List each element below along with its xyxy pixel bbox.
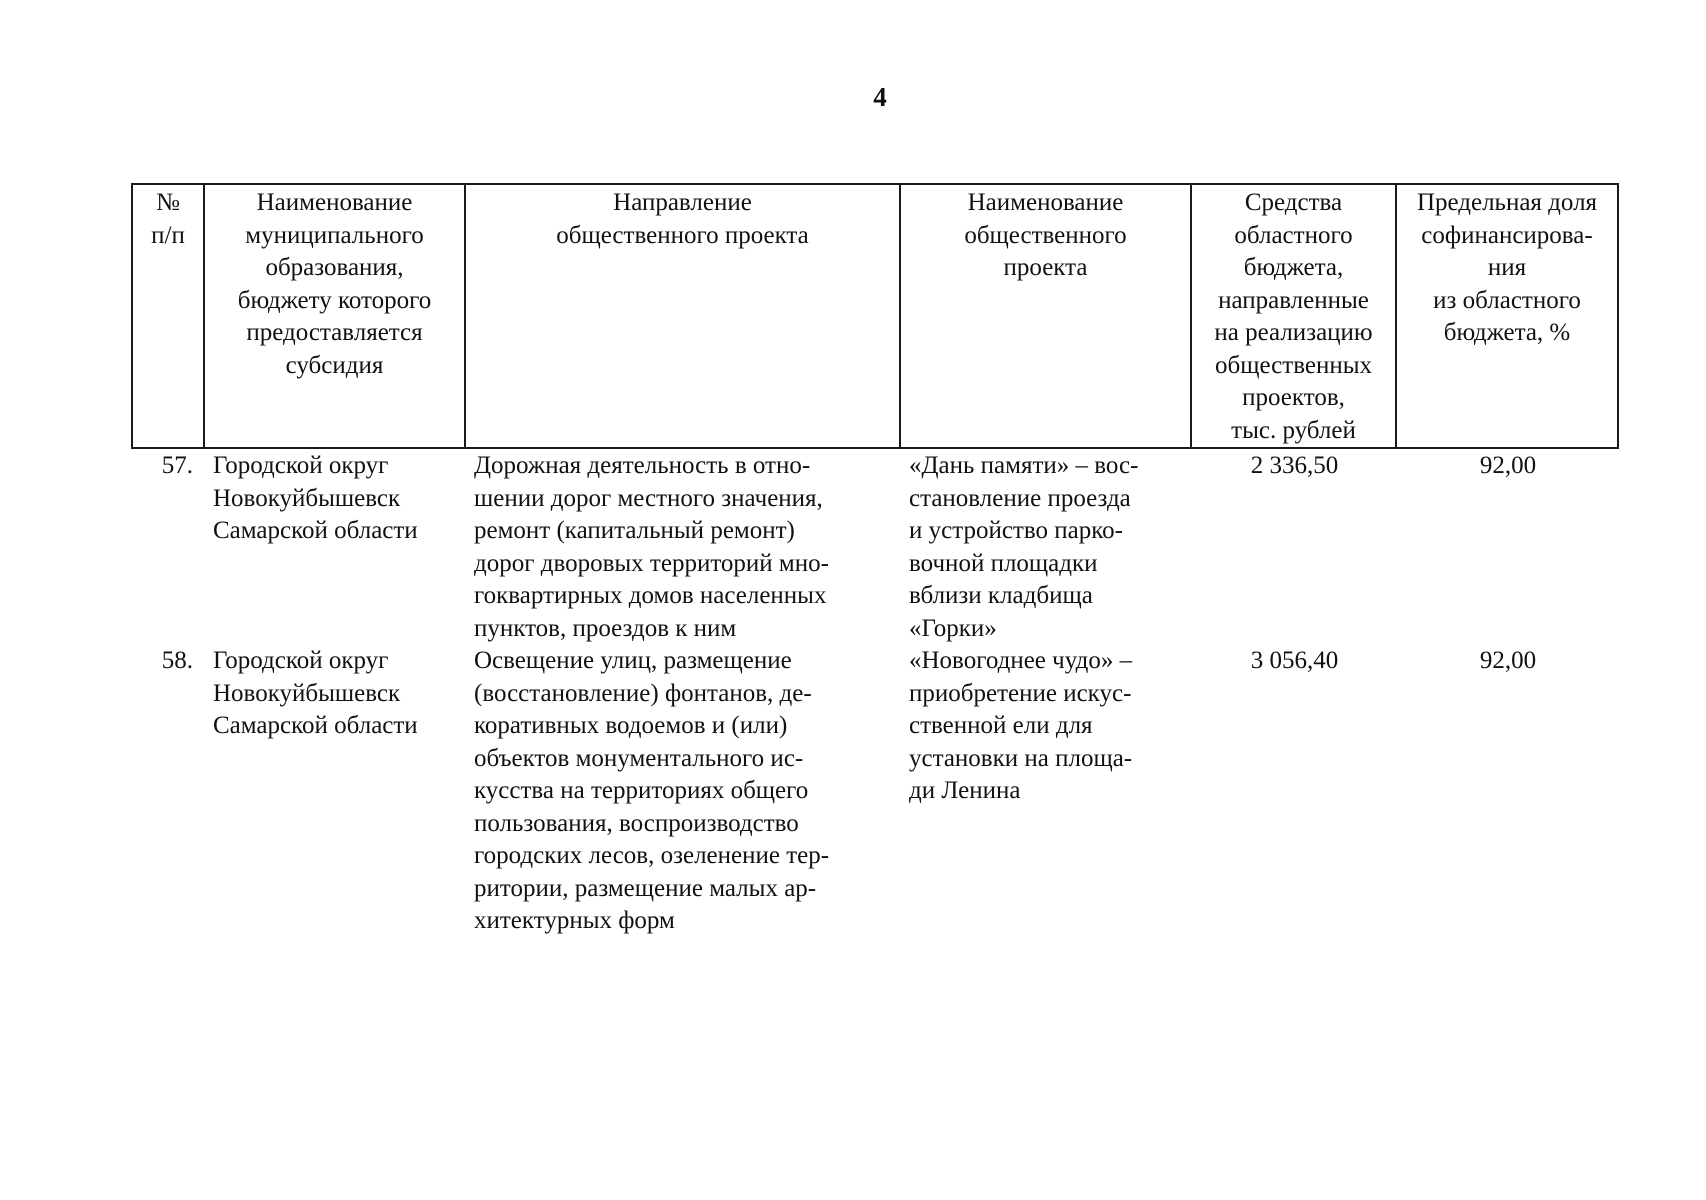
row-funds: 3 056,40	[1250, 647, 1339, 674]
row-project: «Новогоднее чудо» – приобретение искус- ственной ели для установки на площа- ди Ленина	[909, 647, 1133, 804]
table-row	[131, 450, 1617, 645]
header-share: Предельная доля софинансирова- ния из областного бюджета, %	[1396, 184, 1618, 448]
header-number: № п/п	[132, 184, 204, 448]
header-direction: Направление общественного проекта	[465, 184, 900, 448]
row-direction: Дорожная деятельность в отно- шении дорог местного значения, ремонт (капитальный ремонт) дорог дворовых территорий мно- гоквартирных домов населенных пунктов, проездов к ним	[474, 452, 829, 642]
row-direction: Освещение улиц, размещение (восстановление) фонтанов, де- коративных водоемов и (или) объектов монументального ис- кусства на территориях общего пользования, воспроизводство городских лесов, озеленение тер- ритории, размещение малых ар- хитектурных форм	[474, 647, 830, 934]
table-row	[131, 645, 1617, 938]
header-project: Наименование общественного проекта	[900, 184, 1191, 448]
row-share: 92,00	[1479, 647, 1537, 674]
page-number: 4	[873, 82, 887, 112]
header-funds: Средства областного бюджета, направленные на реализацию общественных проектов, тыс. рублей	[1191, 184, 1396, 448]
table-body	[131, 450, 1617, 938]
row-share: 92,00	[1479, 452, 1537, 479]
row-number: 58.	[161, 647, 193, 674]
header-municipality: Наименование муниципального образования, бюджету которого предоставляется субсидия	[204, 184, 465, 448]
row-number: 57.	[161, 452, 193, 479]
row-funds: 2 336,50	[1250, 452, 1339, 479]
row-municipality: Городской округ Новокуйбышевск Самарской области	[213, 647, 418, 739]
table-header	[131, 183, 1619, 449]
row-municipality: Городской округ Новокуйбышевск Самарской области	[213, 452, 418, 544]
row-project: «Дань памяти» – вос- становление проезда и устройство парко- вочной площадки вблизи кладбища «Горки»	[909, 452, 1139, 642]
